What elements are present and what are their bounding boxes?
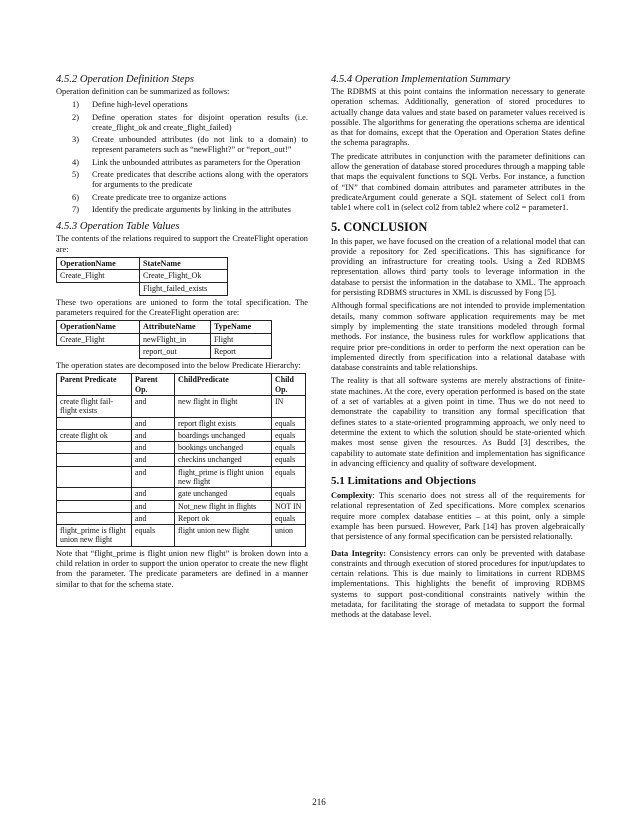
table-row <box>57 466 306 488</box>
table-cell: Flight_failed_exists <box>140 283 228 296</box>
table-cell: equals <box>272 512 306 524</box>
table-row <box>57 283 228 296</box>
table-cell: equals <box>272 466 306 488</box>
section-intro: The contents of the relations required to support the CreateFlight operation are: <box>56 234 308 254</box>
table-cell: create flight ok <box>57 429 132 441</box>
table-cell: and <box>132 442 175 454</box>
paragraph: The predicate attributes in conjunction with the parameter definitions can allow the generation of database stored procedures through a mapping table that maps the equivalent functions to SQL Verbs. For instance, a function of “IN” that combined domain attributes and parameter attributes in the predicateArgument could generate a SQL statement of Select col1 from table1 where col1 in (select col2 from table2 where col2 = parameter1. <box>331 151 585 213</box>
list-item: 3) Create unbounded attributes (do not link to a domain) to represent parameters such as “newFlight?” or “report_out!” <box>72 135 308 155</box>
operation-parameter-table <box>56 320 272 359</box>
table-row <box>57 500 306 512</box>
table-cell: equals <box>272 454 306 466</box>
section-title-4-5-4: 4.5.4 Operation Implementation Summary <box>331 74 511 85</box>
table-row <box>57 442 306 454</box>
table-row <box>57 525 306 547</box>
table-cell: Not_new flight in flights <box>175 500 272 512</box>
section-title-4-5-2: 4.5.2 Operation Definition Steps <box>56 74 195 85</box>
list-item: 4) Link the unbounded attributes as parameters for the Operation <box>72 157 301 167</box>
table-cell: NOT IN <box>272 500 306 512</box>
table-cell: union <box>272 525 306 547</box>
predicate-hierarchy-table <box>56 373 306 546</box>
table-cell <box>57 454 132 466</box>
table-header: Child Op. <box>272 374 306 396</box>
table-row <box>57 395 306 417</box>
table-header-row <box>57 374 306 396</box>
steps-list <box>56 100 308 215</box>
table-cell <box>57 346 140 359</box>
paragraph-lead: Data Integrity: <box>331 548 387 558</box>
table-cell: and <box>132 512 175 524</box>
table-cell: equals <box>272 442 306 454</box>
page-number: 216 <box>312 797 326 807</box>
paragraph-lead: Complexity <box>331 491 373 501</box>
list-item: 1) Define high-level operations <box>72 100 188 110</box>
table-cell: and <box>132 488 175 500</box>
table-cell: create flight fail- flight exists <box>57 395 132 417</box>
table-cell: flight_prime is flight union new flight <box>175 466 272 488</box>
table-cell: newFlight_in <box>140 333 211 346</box>
paragraph: These two operations are unioned to form the total specification. The parameters required for the CreateFlight operation are: <box>56 297 308 317</box>
table-cell: flight_prime is flight union new flight <box>57 525 132 547</box>
list-item: 6) Create predicate tree to organize actions <box>72 192 227 202</box>
table-cell <box>57 417 132 429</box>
table-header-row <box>57 321 272 334</box>
table-cell: and <box>132 454 175 466</box>
table-header-row <box>57 257 228 270</box>
table-cell: equals <box>132 525 175 547</box>
table-cell: Create_Flight_Ok <box>140 270 228 283</box>
table-header: OperationName <box>57 321 140 334</box>
table-cell: Flight <box>211 333 272 346</box>
paragraph: Note that “flight_prime is flight union new flight” is broken down into a child relation in order to support the union operator to create the new flight from the parameter. The predicate parameters are defined in a manner similar to that for the schema state. <box>56 548 308 589</box>
list-item: 7) Identify the predicate arguments by linking in the attributes <box>72 204 291 214</box>
table-cell: checkins unchanged <box>175 454 272 466</box>
table-row <box>57 512 306 524</box>
section-title-limitations: 5.1 Limitations and Objections <box>331 475 476 488</box>
table-header: TypeName <box>211 321 272 334</box>
table-cell: Create_Flight <box>57 333 140 346</box>
paragraph: The operation states are decomposed into the below Predicate Hierarchy: <box>56 361 301 371</box>
table-cell: equals <box>272 429 306 441</box>
table-cell: and <box>132 466 175 488</box>
paragraph: Although formal specifications are not intended to provide implementation details, many common software application requirements may be met simply by implementing the state transitions modeled through formal methods. For instance, the business rules for workflow applications that require prior pre-conditions in order to perform the next operation can be implemented directly from specification into a relational database with database constraints and table relationships. <box>331 301 585 373</box>
table-header: Parent Op. <box>132 374 175 396</box>
table-cell <box>57 512 132 524</box>
table-cell: Create_Flight <box>57 270 140 283</box>
table-header: StateName <box>140 257 228 270</box>
paragraph: In this paper, we have focused on the creation of a relational model that can provide a repository for Zed specifications. This has significance for providing an infrastructure for creating tools. Using a Zed RDBMS representation allows third party tools to leverage information in the database to persist the information in the database to XML. The approach for persisting RDBMS structures in XML is discussed by Fong [5]. <box>331 236 585 298</box>
table-cell: and <box>132 395 175 417</box>
section-intro: Operation definition can be summarized as follows: <box>56 87 230 96</box>
table-cell: flight union new flight <box>175 525 272 547</box>
list-item: 2) Define operation states for disjoint operation results (i.e. create_flight_ok and create_flight_failed) <box>72 112 308 132</box>
section-title-4-5-3: 4.5.3 Operation Table Values <box>56 221 180 233</box>
table-header: OperationName <box>57 257 140 270</box>
table-row <box>57 270 228 283</box>
table-row <box>57 488 306 500</box>
paragraph-complexity: Complexity: This scenario does not stress all of the requirements for relational representation of Zed specifications. More complex scenarios require more complex database entities – at this point, only a simple example has been pursued. However, Park [14] has proven algebraically that persistence of any formal specification can be persisted relationally. <box>331 491 585 542</box>
list-item: 5) Create predicates that describe actions along with the operators for arguments to the predicate <box>72 170 308 190</box>
table-cell: and <box>132 429 175 441</box>
table-cell: report flight exists <box>175 417 272 429</box>
table-row <box>57 333 272 346</box>
right-column <box>331 74 585 624</box>
table-cell <box>57 283 140 296</box>
table-cell: gate unchanged <box>175 488 272 500</box>
section-title-conclusion: 5. CONCLUSION <box>331 219 428 234</box>
left-column <box>56 74 308 593</box>
table-cell: report_out <box>140 346 211 359</box>
paragraph: The RDBMS at this point contains the information necessary to generate operation schemas. Additionally, generation of stored procedures to actually change data values and state based on parameter values received is possible. The algorithms for generating the operations schema are identical as that for domains, except that the Operation and Operation States define the schema paragraphs. <box>331 87 585 148</box>
table-cell <box>57 466 132 488</box>
table-row <box>57 429 306 441</box>
paragraph-data-integrity: Data Integrity: Consistency errors can only be prevented with database constraints and through execution of stored procedures for input/updates to certain relations. This is due mainly to limitations in current RDBMS implementations. This highlights the benefit of improving RDBMS systems to support post-conditional constraints natively within the metadata, for facilitating the storage of metadata to support the formal methods at the database level. <box>331 548 585 620</box>
table-cell: IN <box>272 395 306 417</box>
table-row <box>57 454 306 466</box>
table-cell: Report ok <box>175 512 272 524</box>
table-header: Parent Predicate <box>57 374 132 396</box>
table-cell: equals <box>272 488 306 500</box>
operation-state-table <box>56 257 228 296</box>
table-cell: boardings unchanged <box>175 429 272 441</box>
table-cell <box>57 442 132 454</box>
table-cell: and <box>132 500 175 512</box>
table-cell: bookings unchanged <box>175 442 272 454</box>
table-cell <box>57 488 132 500</box>
table-cell: new flight in flight <box>175 395 272 417</box>
table-header: ChildPredicate <box>175 374 272 396</box>
table-cell: and <box>132 417 175 429</box>
table-cell <box>57 500 132 512</box>
table-header: AttributeName <box>140 321 211 334</box>
paragraph: The reality is that all software systems are merely abstractions of finite-state machines. At the core, every operation performed is based on the state of a set of variables at a given point in time. Thus we do not need to demonstrate the capability to transition any formal specification that defines states to a state-oriented programming approach, we only need to determine the extent to which the solution should be state-oriented which makes most sense given the resources. As Budd [3] describes, the capability to automate state definition and implementation has significance in advancing efficiency and quality of software development. <box>331 376 585 468</box>
table-row <box>57 417 306 429</box>
table-row <box>57 346 272 359</box>
table-cell: Report <box>211 346 272 359</box>
table-cell: equals <box>272 417 306 429</box>
